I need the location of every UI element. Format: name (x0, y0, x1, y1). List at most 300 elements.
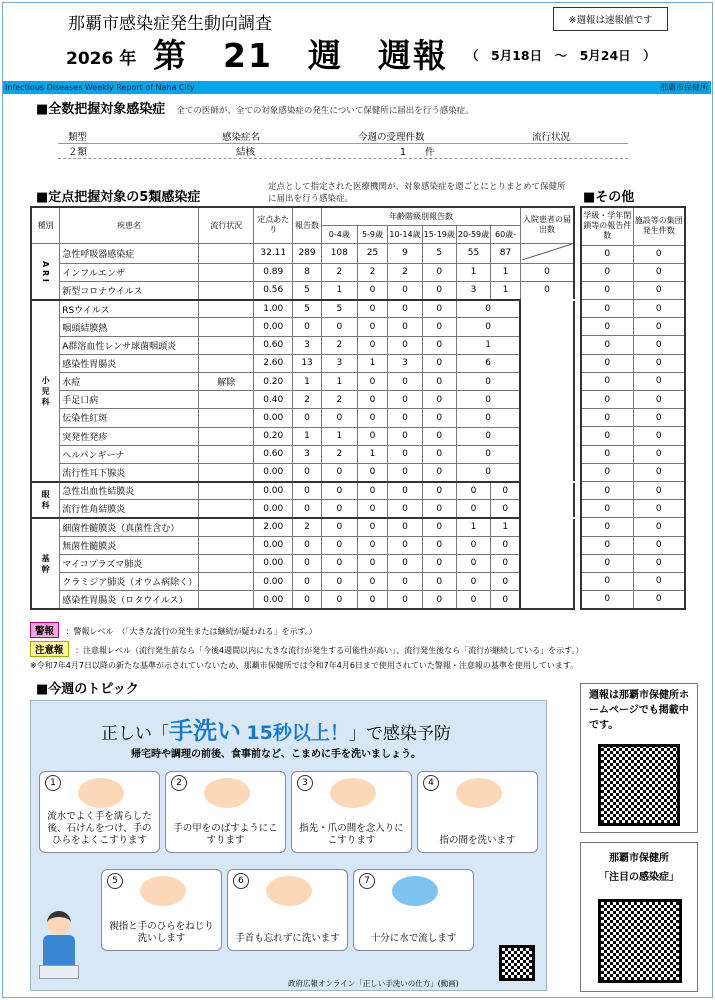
age-count: 0 (491, 536, 521, 554)
admission-count (520, 336, 574, 354)
disease-name: インフルエンザ (60, 263, 199, 281)
h-age-1: 5-9歳 (357, 225, 388, 243)
age-count-20plus: 0 (456, 445, 520, 463)
report-count: 8 (293, 263, 322, 281)
other-row (581, 281, 685, 299)
disease-row (31, 518, 574, 536)
other-count: 0 (633, 536, 685, 554)
admission-count (520, 482, 574, 500)
admission-count (520, 427, 574, 445)
age-count: 1 (491, 282, 521, 300)
admission-count: 0 (520, 282, 574, 300)
cell-count: 1 件 (328, 144, 498, 159)
age-count: 0 (388, 518, 422, 536)
age-count: 1 (322, 427, 358, 445)
per-site-value: 0.00 (254, 573, 293, 591)
hand-illustration-icon (456, 778, 502, 808)
admission-count (520, 445, 574, 463)
disease-name: A群溶血性レンサ球菌咽頭炎 (60, 336, 199, 354)
other-count: 0 (581, 591, 633, 609)
age-count: 0 (422, 427, 456, 445)
h-per-site: 定点あたり (254, 207, 293, 243)
step-number: 5 (107, 873, 123, 889)
per-site-value: 0.00 (254, 482, 293, 500)
other-count: 0 (581, 536, 633, 554)
other-count: 0 (581, 445, 633, 463)
per-site-value: 0.00 (254, 554, 293, 572)
h-disease: 疾患名 (60, 207, 199, 243)
featured-org: 那覇市保健所 (609, 853, 669, 864)
fixed-point-desc: 定点として指定された医療機関が、対象感染症を週ごとにとりまとめて保健所に届出を行う感染症。 (268, 182, 566, 204)
age-count: 0 (357, 427, 388, 445)
step-3 (291, 771, 412, 853)
age-count: 55 (456, 243, 490, 263)
epidemic-status (199, 445, 254, 463)
disease-name: マイコプラズマ肺炎 (60, 554, 199, 572)
homepage-box (580, 683, 698, 833)
other-count: 0 (633, 409, 685, 427)
disease-row (31, 500, 574, 518)
disease-row (31, 427, 574, 445)
caution-text: ：注意報レベル（流行発生前なら「今後4週間以内に大きな流行が発生する可能性が高い」、流行発生後なら「流行が継続している」を示す。） (75, 646, 584, 655)
age-count: 0 (422, 445, 456, 463)
report-count: 0 (293, 463, 322, 481)
poster-source: 政府広報オンライン「正しい手洗いの仕方」(動画) (288, 979, 459, 988)
other-row (581, 372, 685, 390)
age-count: 0 (388, 300, 422, 318)
age-count: 3 (456, 282, 490, 300)
age-count: 0 (388, 463, 422, 481)
other-row (581, 354, 685, 372)
age-count: 0 (491, 591, 521, 609)
col-type: 類型 (58, 129, 198, 144)
age-count: 0 (422, 482, 456, 500)
age-count: 0 (422, 263, 456, 281)
h-facility-outbreak: 施設等の集団発生件数 (633, 207, 685, 245)
disease-row (31, 243, 574, 263)
age-count: 0 (422, 300, 456, 318)
admission-count (520, 409, 574, 427)
disease-name: 無菌性髄膜炎 (60, 536, 199, 554)
disease-row (31, 573, 574, 591)
disease-name: 水痘 (60, 373, 199, 391)
age-count: 2 (388, 263, 422, 281)
disease-name: 伝染性紅斑 (60, 409, 199, 427)
other-count: 0 (633, 427, 685, 445)
age-count-20plus: 0 (456, 300, 520, 318)
age-count-20plus: 0 (456, 427, 520, 445)
age-count-20plus: 0 (456, 318, 520, 336)
other-count: 0 (581, 336, 633, 354)
age-count: 0 (357, 373, 388, 391)
per-site-value: 0.00 (254, 409, 293, 427)
report-count: 0 (293, 591, 322, 609)
age-count: 0 (322, 409, 358, 427)
epidemic-status (199, 591, 254, 609)
other-count: 0 (581, 300, 633, 318)
age-count: 0 (357, 282, 388, 300)
disease-row (31, 463, 574, 481)
epidemic-status (199, 300, 254, 318)
h-status: 流行状況 (199, 207, 254, 243)
other-row (581, 572, 685, 590)
epidemic-status (199, 518, 254, 536)
age-count: 0 (456, 591, 490, 609)
age-count: 0 (388, 573, 422, 591)
step-number: 2 (171, 775, 187, 791)
age-count: 0 (388, 591, 422, 609)
col-count: 今週の受理件数 (328, 129, 498, 144)
step-text: 十分に水で流します (370, 933, 457, 944)
report-count: 0 (293, 573, 322, 591)
other-row (581, 445, 685, 463)
admission-count (520, 518, 574, 536)
other-count: 0 (581, 427, 633, 445)
other-row (581, 536, 685, 554)
step-text: 指先・爪の間を念入りにこすります (299, 823, 404, 846)
homepage-qr-code[interactable] (598, 744, 680, 826)
age-count: 0 (322, 591, 358, 609)
age-count: 1 (491, 263, 521, 281)
other-row (581, 300, 685, 318)
date-range: （ 5月18日 ～ 5月24日 ） (466, 48, 656, 63)
other-count: 0 (633, 481, 685, 499)
per-site-value: 0.00 (254, 536, 293, 554)
age-count: 3 (388, 354, 422, 372)
cell-disease: 結核 (198, 144, 328, 159)
h-age-0: 0-4歳 (322, 225, 358, 243)
age-count: 0 (357, 573, 388, 591)
step-number: 6 (233, 873, 249, 889)
fixed-point-title: ■定点把握対象の5類感染症 (36, 190, 201, 205)
age-count: 0 (357, 518, 388, 536)
age-count: 0 (422, 463, 456, 481)
warning-tag: 警報 (30, 622, 59, 638)
per-site-value: 0.00 (254, 591, 293, 609)
age-count: 0 (422, 373, 456, 391)
per-site-value: 0.20 (254, 373, 293, 391)
all-count-table (58, 129, 628, 159)
epidemic-status (199, 318, 254, 336)
other-row (581, 591, 685, 609)
report-count: 0 (293, 409, 322, 427)
other-row (581, 391, 685, 409)
group-label: 基 幹 (31, 518, 60, 609)
other-row (581, 245, 685, 263)
poster-title (101, 711, 451, 746)
other-row (581, 318, 685, 336)
step-number: 1 (45, 775, 61, 791)
other-count: 0 (633, 463, 685, 481)
other-count: 0 (581, 500, 633, 518)
hand-illustration-icon (266, 876, 312, 906)
age-count: 1 (456, 518, 490, 536)
age-count: 0 (322, 573, 358, 591)
admission-count (520, 318, 574, 336)
age-count: 0 (491, 554, 521, 572)
h-class-closure: 学級・学年閉鎖等の報告件数 (581, 207, 633, 245)
age-count: 0 (456, 554, 490, 572)
disease-name: RSウイルス (60, 300, 199, 318)
epidemic-status (199, 573, 254, 591)
per-site-value: 2.00 (254, 518, 293, 536)
report-count: 2 (293, 391, 322, 409)
epidemic-status (199, 243, 254, 263)
report-year: 2026 年 (66, 49, 137, 69)
week-title: 第 21 週 週報 (153, 36, 448, 75)
other-count: 0 (581, 354, 633, 372)
age-count: 0 (322, 500, 358, 518)
other-row (581, 463, 685, 481)
disease-row (31, 282, 574, 300)
age-count: 5 (322, 300, 358, 318)
report-count: 0 (293, 554, 322, 572)
report-count: 0 (293, 318, 322, 336)
admission-count (520, 373, 574, 391)
water-icon (392, 876, 438, 906)
h-type: 種別 (31, 207, 60, 243)
disease-row (31, 482, 574, 500)
age-count-20plus: 0 (456, 391, 520, 409)
disease-row (31, 336, 574, 354)
age-count: 0 (357, 409, 388, 427)
age-count: 0 (357, 336, 388, 354)
other-row (581, 336, 685, 354)
title-band (3, 81, 711, 94)
other-count: 0 (633, 554, 685, 572)
age-count: 0 (322, 518, 358, 536)
epidemic-status (199, 427, 254, 445)
age-count: 0 (388, 536, 422, 554)
criteria-footnote: ※令和7年4月7日以降の新たな基準が示されていないため、那覇市保健所では令和7年4月6日まで使用されていた警報・注意報の基準を使用しています。 (30, 661, 579, 670)
other-count: 0 (581, 463, 633, 481)
disease-name: 細菌性髄膜炎（真菌性含む） (60, 518, 199, 536)
age-count: 1 (357, 354, 388, 372)
homepage-text: 週報は那覇市保健所ホームページでも掲載中です。 (589, 690, 689, 731)
h-age-3: 15-19歳 (422, 225, 456, 243)
other-count: 0 (633, 300, 685, 318)
disease-row (31, 409, 574, 427)
age-count: 87 (491, 243, 521, 263)
disease-row (31, 591, 574, 609)
epidemic-status (199, 500, 254, 518)
age-count: 0 (357, 500, 388, 518)
other-count: 0 (581, 554, 633, 572)
age-count-20plus: 1 (456, 336, 520, 354)
handwash-poster (30, 700, 547, 991)
topic-title: ■今週のトピック (36, 682, 139, 697)
age-count: 2 (322, 336, 358, 354)
other-count: 0 (581, 245, 633, 263)
report-count: 5 (293, 300, 322, 318)
other-count: 0 (581, 481, 633, 499)
report-count: 289 (293, 243, 322, 263)
featured-qr-code[interactable] (598, 899, 682, 983)
all-count-desc: 全ての医師が、全ての対象感染症の発生について保健所に届出を行う感染症。 (176, 106, 474, 116)
epidemic-status: 解除 (199, 373, 254, 391)
step-7 (353, 869, 474, 951)
epidemic-status (199, 554, 254, 572)
age-count: 2 (322, 263, 358, 281)
age-count: 0 (322, 554, 358, 572)
age-count: 0 (456, 500, 490, 518)
other-count: 0 (581, 372, 633, 390)
other-row (581, 263, 685, 281)
admission-count (520, 536, 574, 554)
step-5 (101, 869, 222, 951)
preliminary-note: ※週報は速報値です (553, 7, 668, 31)
age-count-20plus: 0 (456, 463, 520, 481)
age-count: 0 (388, 554, 422, 572)
disease-row (31, 318, 574, 336)
disease-row (31, 354, 574, 372)
other-count: 0 (581, 572, 633, 590)
other-count: 0 (633, 500, 685, 518)
step-number: 3 (297, 775, 313, 791)
age-count: 0 (388, 427, 422, 445)
admission-count (520, 573, 574, 591)
epidemic-status (199, 336, 254, 354)
col-disease: 感染症名 (198, 129, 328, 144)
other-row (581, 554, 685, 572)
disease-row (31, 445, 574, 463)
poster-qr-code[interactable] (499, 945, 535, 981)
other-count: 0 (633, 281, 685, 299)
age-count: 0 (357, 391, 388, 409)
age-count: 0 (322, 318, 358, 336)
other-row (581, 409, 685, 427)
other-count: 0 (633, 354, 685, 372)
age-count-20plus: 0 (456, 373, 520, 391)
age-count: 0 (456, 536, 490, 554)
admission-count (520, 591, 574, 609)
per-site-value: 0.89 (254, 263, 293, 281)
other-count: 0 (581, 518, 633, 536)
featured-disease-box (580, 842, 698, 992)
age-count: 1 (357, 445, 388, 463)
other-count: 0 (581, 318, 633, 336)
band-org: 那覇市保健所 (660, 83, 708, 92)
age-count: 1 (322, 282, 358, 300)
age-count: 0 (357, 482, 388, 500)
per-site-value: 0.60 (254, 336, 293, 354)
age-count: 2 (357, 263, 388, 281)
age-count: 25 (357, 243, 388, 263)
report-count: 1 (293, 427, 322, 445)
age-count: 0 (491, 482, 521, 500)
age-count: 0 (357, 463, 388, 481)
epidemic-status (199, 391, 254, 409)
age-count: 0 (388, 318, 422, 336)
group-label: A R I (31, 243, 60, 299)
age-count: 0 (357, 591, 388, 609)
cell-type: ２類 (58, 144, 198, 159)
hand-illustration-icon (330, 778, 376, 808)
epidemic-status (199, 354, 254, 372)
admission-count (520, 243, 574, 263)
group-label: 小 児 科 (31, 300, 60, 482)
age-count: 0 (357, 318, 388, 336)
age-count-20plus: 0 (456, 409, 520, 427)
age-count: 0 (422, 591, 456, 609)
step-text: 指の間を洗います (439, 835, 516, 846)
age-count: 0 (388, 391, 422, 409)
age-count: 1 (456, 263, 490, 281)
report-count: 0 (293, 500, 322, 518)
poster-subtitle: 帰宅時や調理の前後、食事前など、こまめに手を洗いましょう。 (131, 749, 421, 760)
age-count: 0 (422, 573, 456, 591)
other-count: 0 (581, 391, 633, 409)
step-number: 7 (359, 873, 375, 889)
age-count: 0 (422, 318, 456, 336)
report-count: 1 (293, 373, 322, 391)
age-count: 0 (388, 409, 422, 427)
disease-row (31, 300, 574, 318)
poster-title-post: 」で感染予防 (348, 724, 451, 744)
age-count: 0 (422, 391, 456, 409)
age-count: 0 (422, 282, 456, 300)
per-site-value: 0.00 (254, 463, 293, 481)
per-site-value: 32.11 (254, 243, 293, 263)
report-count: 5 (293, 282, 322, 300)
age-count: 0 (388, 282, 422, 300)
epidemic-status (199, 263, 254, 281)
caution-tag: 注意報 (30, 641, 69, 657)
age-count: 0 (322, 536, 358, 554)
disease-row (31, 536, 574, 554)
step-text: 手首も忘れずに洗います (235, 933, 340, 944)
age-count-20plus: 6 (456, 354, 520, 372)
disease-name: 咽頭結膜熱 (60, 318, 199, 336)
band-english-title: Infectious Diseases Weekly Report of Naha City (5, 83, 195, 92)
age-count: 0 (422, 354, 456, 372)
admission-count: 0 (520, 263, 574, 281)
h-reports: 報告数 (293, 207, 322, 243)
other-row (581, 481, 685, 499)
other-count: 0 (633, 518, 685, 536)
report-count: 2 (293, 518, 322, 536)
age-count: 1 (322, 373, 358, 391)
per-site-value: 2.60 (254, 354, 293, 372)
report-count: 13 (293, 354, 322, 372)
disease-name: 突発性発疹 (60, 427, 199, 445)
age-count: 0 (322, 482, 358, 500)
report-count: 3 (293, 336, 322, 354)
per-site-value: 0.60 (254, 445, 293, 463)
admission-count (520, 463, 574, 481)
age-count: 0 (357, 536, 388, 554)
step-number: 4 (423, 775, 439, 791)
report-count: 0 (293, 536, 322, 554)
age-count: 0 (422, 554, 456, 572)
disease-row (31, 263, 574, 281)
age-count: 0 (491, 500, 521, 518)
h-age: 年齢階級別報告数 (322, 207, 521, 225)
other-row (581, 518, 685, 536)
age-count: 0 (422, 336, 456, 354)
other-count: 0 (633, 391, 685, 409)
cell-status (498, 144, 628, 159)
admission-count (520, 300, 574, 318)
disease-row (31, 373, 574, 391)
diagonal-slash (522, 244, 572, 260)
disease-name: クラミジア肺炎（オウム病除く） (60, 573, 199, 591)
epidemic-status (199, 536, 254, 554)
other-count: 0 (633, 336, 685, 354)
age-count: 9 (388, 243, 422, 263)
disease-row (31, 554, 574, 572)
per-site-value: 0.56 (254, 282, 293, 300)
